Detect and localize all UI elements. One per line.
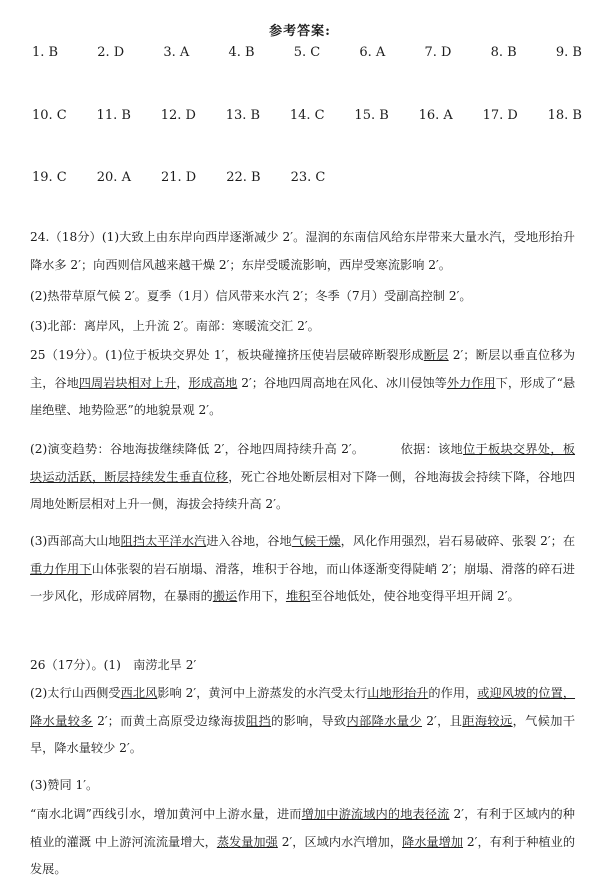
q26-part1: 26（17分）。(1) 南涝北旱 2′	[30, 658, 197, 672]
answer-item: 13. B	[225, 108, 261, 123]
answer-item: 14. C	[289, 108, 325, 123]
answer-item: 11. B	[96, 108, 131, 123]
answer-item: 18. B	[547, 108, 582, 123]
answer-item: 2. D	[97, 45, 125, 60]
q26-part4: “南水北调”西线引水，增加黄河中上游水量，进而增加中游流域内的地表径流 2′，有利于区域内的种植业的灌溉 中上游河流流量增大，蒸发量加强 2′，区域内水汽增加，降水量增加 2′，有利于种植业的发展。	[30, 807, 576, 877]
answer-item: 20. A	[96, 170, 131, 185]
answer-item: 15. B	[354, 108, 389, 123]
q26-part2: (2)太行山西侧受西北风影响 2′，黄河中上游蒸发的水汽受太行山地形抬升的作用，或迎风坡的位置，降水量较多 2′；而黄土高原受边缘海拔阻挡的影响，导致内部降水量少 2′，且距海较远，气候加干旱，降水量较少 2′。	[30, 686, 576, 756]
answer-item: 8. B	[490, 45, 517, 60]
q25-part1: 25（19分）。(1)位于板块交界处 1′，板块碰撞挤压使岩层破碎断裂形成断层 2′；断层以垂直位移为主，谷地四周岩块相对上升，形成高地 2′；谷地四周高地在风化、冰川侵蚀等外力作用下，形成了“悬崖绝壁、地势险恶”的地貌景观 2′。	[30, 348, 576, 418]
answer-item: 22. B	[226, 170, 261, 185]
q24-part1: 24.（18分）(1)大致上由东岸向西岸逐渐减少 2′。湿润的东南信风给东岸带来大量水汽，受地形抬升降水多 2′；向西则信风越来越干燥 2′；东岸受暖流影响，西岸受寒流影响 2′。	[30, 230, 575, 272]
answer-item: 12. D	[160, 108, 196, 123]
answer-item: 23. C	[290, 170, 326, 185]
answer-row-1	[32, 45, 582, 60]
answer-item: 3. A	[163, 45, 190, 60]
answer-item: 9. B	[555, 45, 582, 60]
answer-item: 17. D	[482, 108, 518, 123]
answer-item: 21. D	[160, 170, 197, 185]
q26-part3: (3)赞同 1′。	[30, 778, 99, 792]
answer-item: 16. A	[418, 108, 453, 123]
answer-item: 10. C	[32, 108, 67, 123]
answer-item: 6. A	[359, 45, 386, 60]
page-title: 参考答案:	[269, 24, 331, 39]
q25-part2: (2)演变趋势：谷地海拔继续降低 2′，谷地四周持续升高 2′。 依据：该地位于板块交界处，板块运动活跃，断层持续发生垂直位移，死亡谷地处断层相对下降一侧，谷地海拔会持续下降，谷地四周地处断层相对上升一侧，海拔会持续升高 2′。	[30, 442, 576, 512]
answer-item: 1. B	[32, 45, 59, 60]
answer-item: 4. B	[228, 45, 255, 60]
answer-row-2	[32, 108, 582, 123]
answer-row-3	[32, 170, 582, 185]
answer-item: 7. D	[424, 45, 452, 60]
q24-part3: (3)北部：离岸风，上升流 2′。南部：寒暖流交汇 2′。	[30, 319, 320, 333]
answer-item: 19. C	[32, 170, 67, 185]
q24-part2: (2)热带草原气候 2′。夏季（1月）信风带来水汽 2′；冬季（7月）受副高控制 2′。	[30, 289, 472, 303]
q25-part3: (3)西部高大山地阻挡太平洋水汽进入谷地，谷地气候干燥，风化作用强烈，岩石易破碎、张裂 2′；在重力作用下山体张裂的岩石崩塌、滑落，堆积于谷地，而山体逐渐变得陡峭 2′；崩塌、滑落的碎石进一步风化，形成碎屑物，在暴雨的搬运作用下，堆积至谷地低处，使谷地变得平坦开阔 2′。	[30, 534, 576, 604]
answer-item: 5. C	[293, 45, 321, 60]
